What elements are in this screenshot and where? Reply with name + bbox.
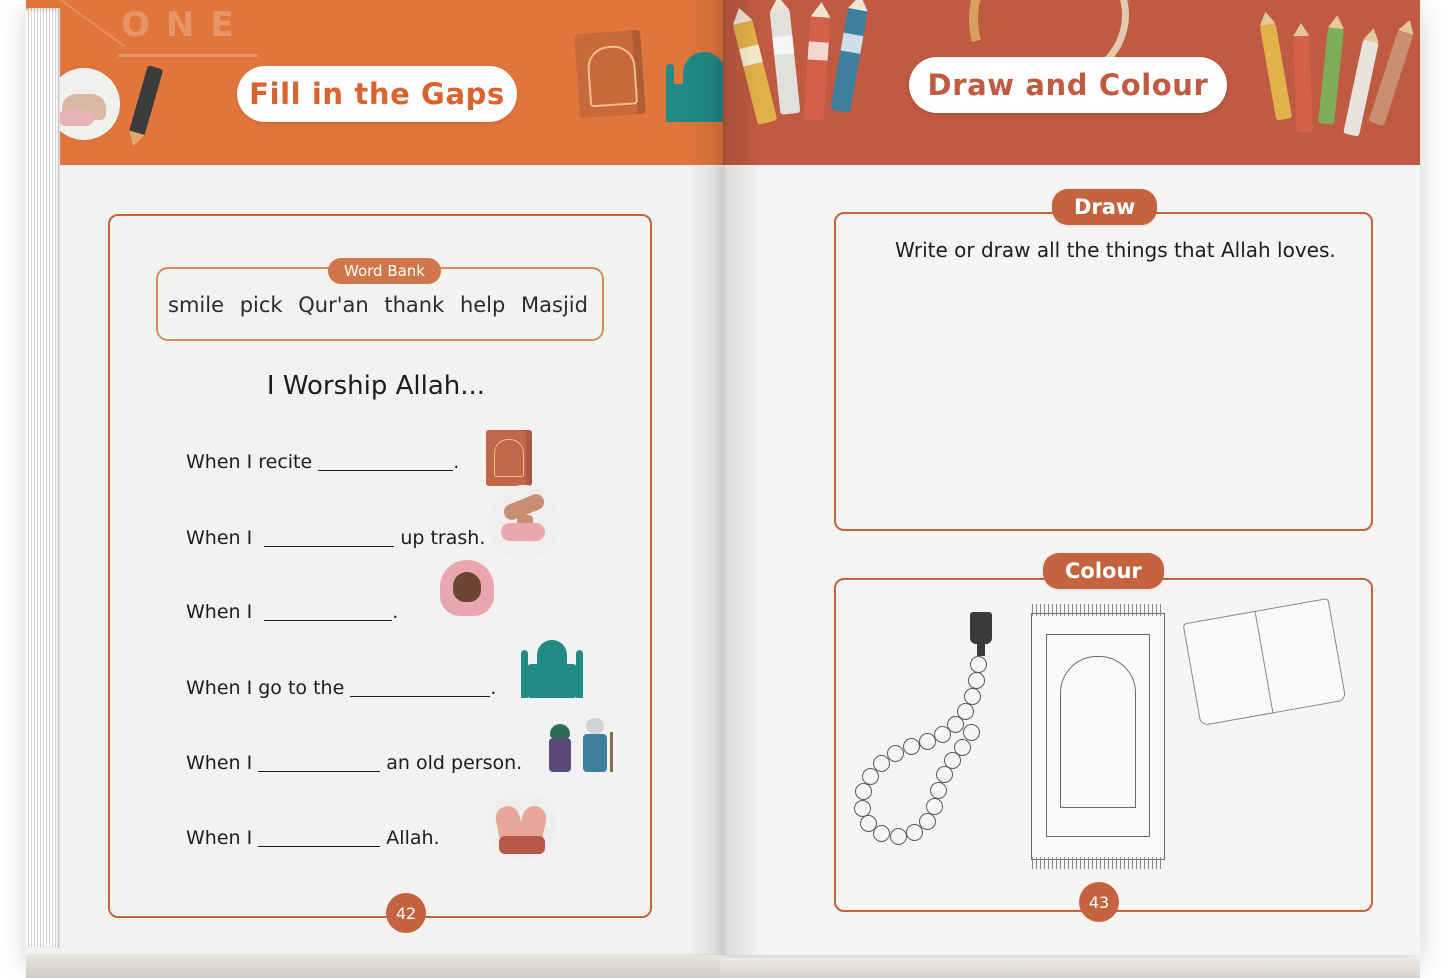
answer-blank[interactable] — [318, 453, 453, 471]
book — [26, 0, 1420, 955]
masjid-icon — [521, 638, 583, 700]
prayer-beads-outline-icon — [844, 612, 1004, 827]
right-page-title — [909, 57, 1227, 113]
left-page — [26, 0, 723, 955]
question-text-after: . — [392, 601, 399, 623]
word-bank-word: Masjid — [521, 293, 588, 317]
question-text-before: When I — [186, 527, 265, 549]
draw-section-tab — [1052, 189, 1157, 225]
helping-elderly-icon — [542, 716, 620, 776]
quran-book-icon — [574, 30, 646, 118]
decor-one-text: ONE — [121, 5, 250, 45]
answer-blank[interactable] — [264, 529, 394, 547]
question-row-1 — [186, 432, 616, 492]
crayon-icon — [733, 19, 778, 125]
question-text-after: up trash. — [394, 527, 486, 549]
left-header-band — [26, 0, 723, 165]
word-bank-word: help — [459, 293, 506, 317]
word-bank-words — [168, 293, 588, 317]
question-text-before: When I — [186, 601, 265, 623]
word-bank-word: pick — [239, 293, 283, 317]
answer-blank[interactable] — [350, 679, 490, 697]
page-edges-bottom-right — [720, 958, 1420, 978]
answer-blank[interactable] — [258, 754, 380, 772]
crayon-icon — [830, 7, 868, 113]
word-bank-tab — [328, 258, 441, 284]
crayon-icon — [803, 15, 830, 120]
answer-blank[interactable] — [264, 603, 392, 621]
decor-underline — [118, 54, 258, 57]
page-number-left — [386, 893, 426, 933]
question-text-after: Allah. — [380, 827, 440, 849]
right-page-title-text: Draw and Colour — [927, 68, 1209, 102]
draw-tab-label: Draw — [1074, 195, 1136, 219]
question-text-after: . — [453, 451, 460, 473]
page-number-right-text: 43 — [1088, 892, 1110, 912]
page-edges-left — [26, 8, 60, 948]
draw-instruction: Write or draw all the things that Allah loves. — [895, 238, 1336, 262]
question-text-after: . — [490, 677, 497, 699]
masjid-icon — [666, 52, 723, 122]
answer-blank[interactable] — [258, 829, 380, 847]
colour-tab-label: Colour — [1065, 559, 1142, 583]
crayon-icon — [770, 9, 801, 115]
colour-section-tab — [1043, 553, 1164, 589]
page-number-right — [1079, 882, 1119, 922]
dua-hands-icon — [487, 790, 557, 860]
question-text-before: When I go to the — [186, 677, 351, 699]
left-page-title-text: Fill in the Gaps — [249, 77, 505, 111]
word-bank-word: Qur'an — [298, 293, 369, 317]
question-text-after: an old person. — [380, 752, 523, 774]
pencil-icon — [1293, 36, 1312, 132]
prayer-mat-outline-icon — [1031, 613, 1165, 860]
question-text-before: When I — [186, 752, 259, 774]
word-bank-word: thank — [384, 293, 445, 317]
word-bank-word: smile — [168, 293, 224, 317]
page-number-left-text: 42 — [395, 903, 417, 923]
pick-trash-icon — [487, 485, 561, 559]
right-header-band — [723, 0, 1420, 165]
left-page-title — [237, 66, 517, 122]
question-row-3 — [186, 582, 616, 642]
pencil-icon — [129, 65, 164, 137]
smiling-girl-icon — [440, 560, 494, 622]
page-edges-bottom-left — [26, 954, 726, 978]
pencil-icon — [1260, 23, 1292, 120]
quran-icon — [486, 430, 532, 486]
word-bank-tab-label: Word Bank — [344, 262, 425, 280]
question-text-before: When I — [186, 827, 259, 849]
question-text-before: When I recite — [186, 451, 319, 473]
section-title: I Worship Allah... — [266, 371, 486, 401]
pencil-icon — [1318, 27, 1344, 124]
